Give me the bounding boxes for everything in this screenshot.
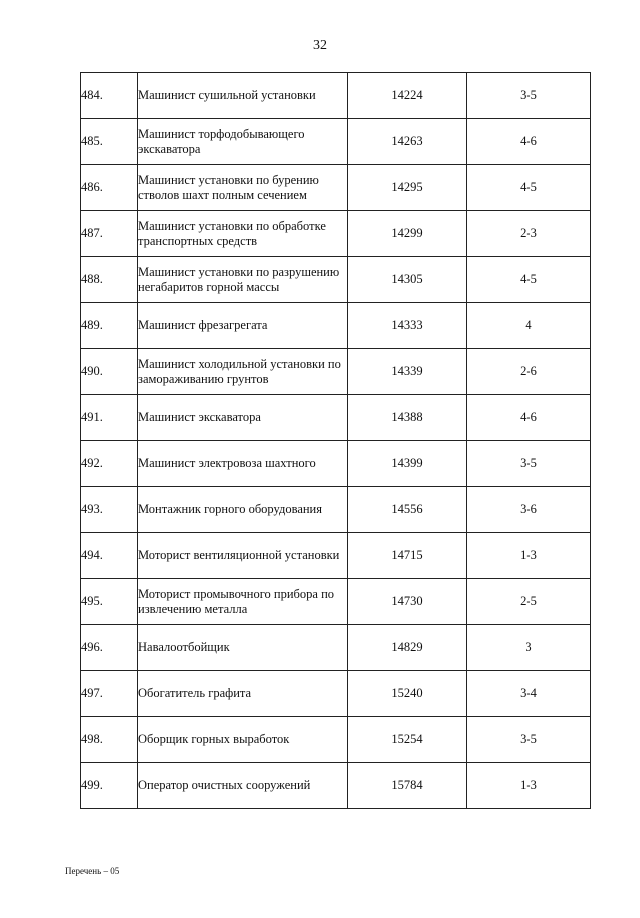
profession-name: Навалоотбойщик <box>138 625 348 671</box>
qualification-range: 3-5 <box>467 441 591 487</box>
table-row <box>81 533 591 579</box>
table-row <box>81 625 591 671</box>
row-number: 496. <box>81 625 138 671</box>
table-row <box>81 763 591 809</box>
row-number: 498. <box>81 717 138 763</box>
profession-code: 15254 <box>348 717 467 763</box>
table-row <box>81 395 591 441</box>
table-row <box>81 671 591 717</box>
profession-code: 14715 <box>348 533 467 579</box>
profession-name: Моторист вентиляционной установки <box>138 533 348 579</box>
qualification-range: 4-6 <box>467 395 591 441</box>
profession-name: Машинист установки по разрушению негабаритов горной массы <box>138 257 348 303</box>
table-row <box>81 579 591 625</box>
profession-name: Машинист фрезагрегата <box>138 303 348 349</box>
profession-code: 14224 <box>348 73 467 119</box>
row-number: 486. <box>81 165 138 211</box>
page-number: 32 <box>313 38 327 53</box>
profession-code: 14305 <box>348 257 467 303</box>
profession-name: Монтажник горного оборудования <box>138 487 348 533</box>
profession-code: 14295 <box>348 165 467 211</box>
professions-table-body <box>81 73 591 809</box>
profession-name: Оборщик горных выработок <box>138 717 348 763</box>
table-row <box>81 165 591 211</box>
qualification-range: 1-3 <box>467 763 591 809</box>
profession-code: 14829 <box>348 625 467 671</box>
row-number: 487. <box>81 211 138 257</box>
profession-name: Машинист торфодобывающего экскаватора <box>138 119 348 165</box>
profession-code: 15784 <box>348 763 467 809</box>
qualification-range: 3-5 <box>467 73 591 119</box>
profession-name: Машинист установки по обработке транспортных средств <box>138 211 348 257</box>
table-row <box>81 349 591 395</box>
profession-name: Обогатитель графита <box>138 671 348 717</box>
profession-code: 14388 <box>348 395 467 441</box>
table-row <box>81 257 591 303</box>
row-number: 493. <box>81 487 138 533</box>
row-number: 488. <box>81 257 138 303</box>
profession-code: 14263 <box>348 119 467 165</box>
row-number: 494. <box>81 533 138 579</box>
profession-code: 14730 <box>348 579 467 625</box>
profession-code: 14299 <box>348 211 467 257</box>
qualification-range: 3-6 <box>467 487 591 533</box>
qualification-range: 2-6 <box>467 349 591 395</box>
profession-code: 14339 <box>348 349 467 395</box>
profession-name: Машинист холодильной установки по замораживанию грунтов <box>138 349 348 395</box>
qualification-range: 3-4 <box>467 671 591 717</box>
qualification-range: 3 <box>467 625 591 671</box>
row-number: 485. <box>81 119 138 165</box>
table-row <box>81 441 591 487</box>
table-row <box>81 119 591 165</box>
row-number: 497. <box>81 671 138 717</box>
table-row <box>81 211 591 257</box>
qualification-range: 2-3 <box>467 211 591 257</box>
profession-code: 14333 <box>348 303 467 349</box>
table-row <box>81 717 591 763</box>
row-number: 490. <box>81 349 138 395</box>
row-number: 495. <box>81 579 138 625</box>
row-number: 484. <box>81 73 138 119</box>
qualification-range: 1-3 <box>467 533 591 579</box>
qualification-range: 4-5 <box>467 165 591 211</box>
row-number: 492. <box>81 441 138 487</box>
qualification-range: 4-6 <box>467 119 591 165</box>
profession-name: Моторист промывочного прибора по извлечению металла <box>138 579 348 625</box>
table-row <box>81 73 591 119</box>
profession-name: Машинист экскаватора <box>138 395 348 441</box>
qualification-range: 2-5 <box>467 579 591 625</box>
document-footer: Перечень – 05 <box>65 866 120 876</box>
profession-code: 14556 <box>348 487 467 533</box>
qualification-range: 4-5 <box>467 257 591 303</box>
table-row <box>81 303 591 349</box>
row-number: 491. <box>81 395 138 441</box>
table-row <box>81 487 591 533</box>
profession-name: Оператор очистных сооружений <box>138 763 348 809</box>
qualification-range: 3-5 <box>467 717 591 763</box>
profession-code: 14399 <box>348 441 467 487</box>
profession-name: Машинист сушильной установки <box>138 73 348 119</box>
profession-name: Машинист установки по бурению стволов шахт полным сечением <box>138 165 348 211</box>
row-number: 499. <box>81 763 138 809</box>
profession-code: 15240 <box>348 671 467 717</box>
qualification-range: 4 <box>467 303 591 349</box>
professions-table <box>80 72 591 809</box>
profession-name: Машинист электровоза шахтного <box>138 441 348 487</box>
row-number: 489. <box>81 303 138 349</box>
